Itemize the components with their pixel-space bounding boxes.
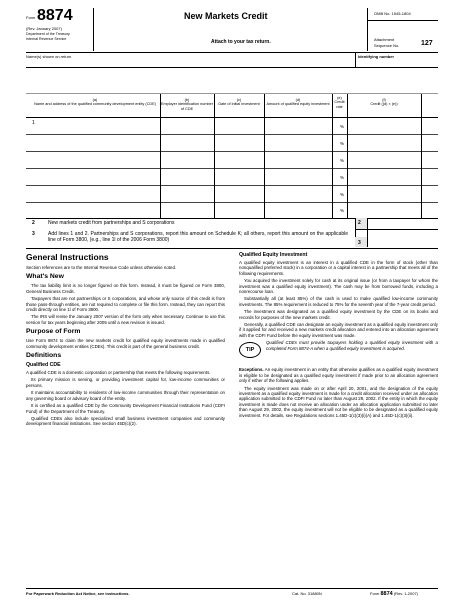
line-3-number: 3 [32, 231, 35, 237]
tip-icon: TIP [239, 342, 261, 358]
pct-sign: % [340, 175, 345, 180]
sequence-number: 127 [421, 40, 433, 47]
form-label: Form [26, 15, 36, 20]
omb-number: OMB No. 1545-1804 [374, 11, 411, 16]
form-title: New Markets Credit [184, 11, 268, 21]
footer-paperwork-notice: For Paperwork Reduction Act Notice, see instructions. [26, 591, 130, 596]
general-instructions-heading: General Instructions [26, 252, 109, 262]
line-2-amount-field[interactable] [369, 219, 435, 228]
line-2-box-number: 2 [358, 220, 361, 226]
line-2-number: 2 [32, 220, 35, 226]
col-c-header: (c) Date of initial investment [218, 98, 260, 107]
attach-notice: Attach to your tax return. [211, 39, 271, 45]
name-label: Name(s) shown on return [26, 54, 72, 59]
revision-date: (Rev. January 2007) [26, 26, 62, 31]
tip-box [239, 340, 438, 364]
pct-sign: % [340, 208, 345, 213]
col-f-header: (f) Credit ((d) × (e)) [370, 98, 398, 107]
definitions-heading: Definitions [26, 352, 62, 360]
line-3-box-number: 3 [358, 240, 361, 246]
pct-sign: % [340, 192, 345, 197]
col-e-header: (e) Credit rate [334, 96, 345, 109]
pct-sign: % [340, 141, 345, 146]
line-1-number: 1 [32, 120, 35, 126]
name-field[interactable] [30, 59, 350, 66]
identifying-number-field[interactable] [358, 59, 436, 66]
footer-cat-number: Cat. No. 31880N [292, 591, 322, 596]
line-3-text: Add lines 1 and 2. Partnerships and S corporations, report this amount on Schedule K; all others, report this amount on the applicable line of Form 3800, (e.g., line 1l of the 2006 Form 3800) [48, 231, 348, 243]
identifying-number-label: Identifying number [358, 54, 394, 59]
pct-sign: % [340, 158, 345, 163]
col-a-header: (a) Name and address of the qualified community development entity (CDE) [34, 98, 156, 107]
whats-new-heading: What's New [26, 273, 64, 281]
purpose-heading: Purpose of Form [26, 328, 81, 336]
qualified-cde-heading: Qualified CDE [26, 362, 61, 369]
irs: Internal Revenue Service [26, 37, 67, 41]
form-number: 8874 [37, 7, 73, 24]
sequence-label: Sequence No. [374, 43, 400, 48]
attachment-label: Attachment [374, 37, 395, 42]
col-b-header: (b) Employer identification number of CDE [160, 98, 214, 111]
left-instructions: General Instructions Section references are to the Internal Revenue Code unless otherwise noted. What's New The tax liability limit is no longer figured on this form. Instead, it must be figured on Form 3800, General Business Credit. Taxpayers that are not partnerships or S corporations, and whose only source of this credit is from those pass-through entities, are not required to complete or file this form. Instead, they can report this credit directly on line 1l of Form 3800. The IRS will revise the January 2007 version of the form only when necessary. Continue to use this version for tax years beginning after 2005 until a new revision is issued. Purpose of Form Use Form 8874 to claim the new markets credit for qualified equity investments made in qualified community development entities (CDEs). This credit is part of the general business credit. Definitions Qualified CDE A qualified CDE is a domestic corporation or partnership that meets the following requirements. Its primary mission is serving, or providing investment capital for, low-income communities or persons. It maintains accountability to residents of low-income communities through their representation on any governing board or advisory board of the entity. It is certified as a qualified CDE by the Community Development Financial Institutions Fund (CDFI Fund) of the Department of the Treasury. Qualified CDEs also include specialized small business investment companies and community development financial institutions. See section 45D(c)(2). [26, 252, 225, 427]
tip-text: Qualified CDEs must provide taxpayers holding a qualified equity investment with a completed Form 8874-A when a qualified equity investment is acquired. [266, 340, 438, 351]
pct-sign: % [340, 124, 345, 129]
footer-form: Form 8874 (Rev. 1-2007) [370, 591, 419, 597]
line-2-text: New markets credit from partnerships and S corporations [48, 220, 175, 226]
line-3-amount-field[interactable] [369, 238, 435, 247]
right-instructions: Qualified Equity Investment A qualified equity investment is an interest in a qualified CDE in the form of stock (other than nonqualified preferred stock) in a corporation or a capital interest in a partnership that meets all of the following requirements. You acquired the investment solely for cash at its original issue (or from a taxpayer for whom the investment was a qualified equity investment). The cash may be from borrowed funds, including a nonrecourse loan. Substantially all (at least 85%) of the cash is used to make qualified low-income community investments. The 85% requirement is reduced to 75% for the seventh year of the 7-year credit period. The investment was designated as a qualified equity investment by the CDE on its books and records for purposes of the new markets credit. Generally, a qualified CDE can designate an equity investment as a qualified equity investment only if it applied for and received a new markets credit allocation and entered into an allocation agreement with the CDFI Fund before the equity investment was made. TIP Qualified CDEs must provide taxpayers holding a qualified equity investment with a completed Form 8874-A when a qualified equity investment is acquired. Exceptions. An equity investment in an entity that otherwise qualifies as a qualified equity investment is eligible to be designated as a qualified equity investment if made prior to an allocation agreement only if either of the following applies. The equity investment was made on or after April 20, 2001, and the designation of the equity investment as a qualified equity investment is made for a credit allocation received under an allocation application submitted to the CDFI Fund no later than August 29, 2002. If the entity in which the equity investment is made does not receive an allocation under an allocation application submitted no later than August 29, 2002, the equity investment will not be eligible to be designated as a qualified equity investment. For details, see Regulations sections 1.45D-1(c)(3)(i)(A) and 1.45D-1(c)(3)(ii). [239, 252, 438, 418]
department: Department of the Treasury [26, 32, 70, 36]
qualified-equity-investment-heading: Qualified Equity Investment [239, 252, 308, 258]
exceptions-label: Exceptions. [239, 367, 264, 373]
col-d-header: (d) Amount of qualified equity investment [266, 98, 330, 107]
